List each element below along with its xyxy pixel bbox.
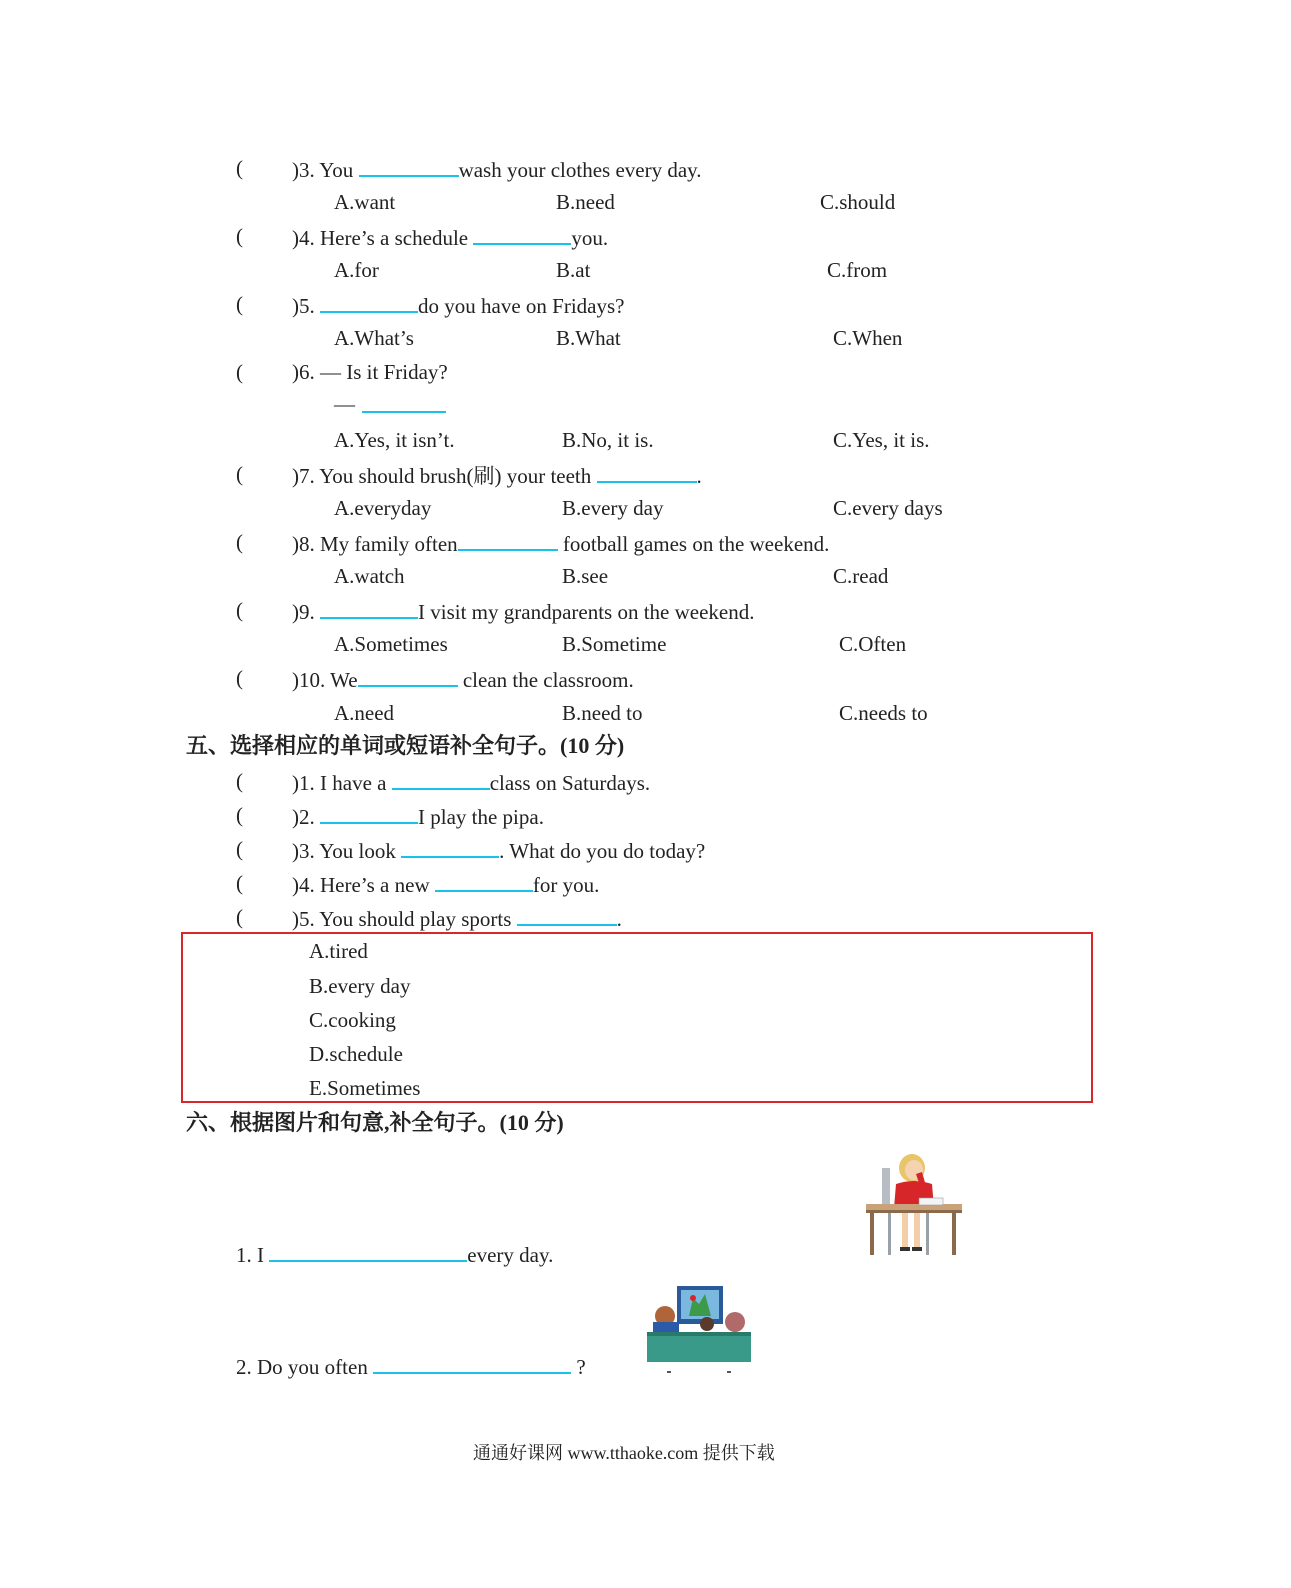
question-number: )8. (292, 532, 315, 556)
option-c: C.should (820, 190, 896, 214)
question-text-pre: 1. I (236, 1243, 264, 1267)
option-a: A.need (334, 701, 395, 725)
question-number: )2. (292, 805, 315, 829)
option-c: C.Yes, it is. (833, 428, 930, 452)
answer-paren: ( (236, 360, 243, 384)
answer-blank[interactable] (359, 155, 459, 177)
option-a: A.Sometimes (334, 632, 448, 656)
girl-studying-at-desk-image (864, 1150, 964, 1260)
answer-blank[interactable] (597, 461, 697, 483)
word-bank-item: E.Sometimes (309, 1076, 421, 1100)
answer-paren: ( (236, 803, 243, 827)
question-text-post: . (696, 464, 702, 488)
footer-text: 通通好课网 www.tthaoke.com 提供下载 (473, 1443, 775, 1463)
question-text-post: . (616, 907, 622, 931)
question-line (236, 1352, 586, 1380)
answer-paren: ( (236, 462, 243, 486)
question-number: )3. (292, 839, 315, 863)
question-line (292, 870, 599, 898)
question-line (292, 802, 544, 830)
question-line (292, 768, 650, 796)
answer-blank[interactable] (435, 870, 533, 892)
question-text-pre: My family often (320, 532, 458, 556)
question-text-post: football games on the weekend. (562, 532, 830, 556)
option-a: A.What’s (334, 326, 414, 350)
question-line (292, 529, 829, 557)
watching-tv-image (645, 1284, 755, 1382)
answer-blank[interactable] (320, 597, 418, 619)
question-number: )3. (292, 158, 315, 182)
answer-blank[interactable] (373, 1352, 571, 1374)
question-text-pre: Here’s a schedule (320, 226, 469, 250)
answer-blank[interactable] (358, 665, 458, 687)
option-b: B.need (556, 190, 615, 214)
question-text-pre: We (330, 668, 358, 692)
question-text-post: wash your clothes every day. (458, 158, 702, 182)
answer-paren: ( (236, 905, 243, 929)
section-title: 五、选择相应的单词或短语补全句子。(10 分) (186, 733, 625, 758)
question-text-post: . What do you do today? (499, 839, 706, 863)
question-text-post: do you have on Fridays? (418, 294, 625, 318)
answer-blank[interactable] (362, 391, 446, 413)
answer-blank[interactable] (401, 836, 499, 858)
question-line (292, 291, 624, 319)
answer-paren: ( (236, 224, 243, 248)
answer-blank[interactable] (320, 802, 418, 824)
question-line (292, 665, 634, 693)
question-number: )5. (292, 294, 315, 318)
dialogue-answer-blank-wrap (362, 391, 446, 419)
option-b: B.What (556, 326, 621, 350)
question-text-pre: I have a (320, 771, 387, 795)
question-line (292, 359, 448, 385)
question-number: )10. (292, 668, 326, 692)
option-a: A.for (334, 258, 379, 282)
answer-paren: ( (236, 769, 243, 793)
question-text-pre: You (319, 158, 354, 182)
dialogue-dash: — (334, 392, 355, 416)
option-a: A.watch (334, 564, 405, 588)
answer-blank[interactable] (517, 904, 617, 926)
question-line (292, 904, 622, 932)
option-a: A.want (334, 190, 396, 214)
question-line (292, 836, 705, 864)
question-line (236, 1240, 553, 1268)
question-text-post: every day. (467, 1243, 554, 1267)
answer-paren: ( (236, 530, 243, 554)
answer-blank[interactable] (458, 529, 558, 551)
question-text-post: class on Saturdays. (489, 771, 651, 795)
question-line (292, 597, 755, 625)
answer-paren: ( (236, 837, 243, 861)
answer-paren: ( (236, 666, 243, 690)
question-number: )7. (292, 464, 315, 488)
question-text-post: ? (576, 1355, 586, 1379)
option-b: B.need to (562, 701, 643, 725)
question-number: )4. (292, 873, 315, 897)
option-c: C.needs to (839, 701, 928, 725)
answer-blank[interactable] (320, 291, 418, 313)
question-text-post: for you. (532, 873, 600, 897)
question-text-post: clean the classroom. (462, 668, 634, 692)
question-text-pre: You look (319, 839, 396, 863)
option-b: B.No, it is. (562, 428, 654, 452)
question-text-post: I play the pipa. (418, 805, 544, 829)
section-title: 六、根据图片和句意,补全句子。(10 分) (186, 1110, 564, 1135)
answer-paren: ( (236, 871, 243, 895)
question-text-post: I visit my grandparents on the weekend. (418, 600, 755, 624)
option-c: C.Often (839, 632, 907, 656)
question-text-pre: Here’s a new (320, 873, 430, 897)
question-line (292, 223, 608, 251)
option-c: C.read (833, 564, 889, 588)
answer-paren: ( (236, 292, 243, 316)
answer-paren: ( (236, 156, 243, 180)
answer-paren: ( (236, 598, 243, 622)
question-number: )4. (292, 226, 315, 250)
dialogue-answer-line (334, 391, 355, 417)
question-text-post: you. (571, 226, 609, 250)
word-bank-item: D.schedule (309, 1042, 403, 1066)
answer-blank[interactable] (269, 1240, 467, 1262)
question-text-pre: You should brush(刷) your teeth (319, 464, 592, 488)
option-a: A.Yes, it isn’t. (334, 428, 455, 452)
question-text-pre: — Is it Friday? (320, 360, 448, 384)
question-number: )9. (292, 600, 315, 624)
option-b: B.at (556, 258, 591, 282)
question-line (292, 155, 702, 183)
option-a: A.everyday (334, 496, 432, 520)
option-c: C.every days (833, 496, 943, 520)
question-number: )1. (292, 771, 315, 795)
word-bank-item: A.tired (309, 939, 368, 963)
question-number: )6. (292, 360, 315, 384)
option-b: B.every day (562, 496, 664, 520)
answer-blank[interactable] (392, 768, 490, 790)
option-b: B.see (562, 564, 609, 588)
question-number: )5. (292, 907, 315, 931)
answer-blank[interactable] (473, 223, 571, 245)
question-text-pre: 2. Do you often (236, 1355, 368, 1379)
question-text-pre: You should play sports (319, 907, 512, 931)
question-line (292, 461, 702, 489)
word-bank-item: C.cooking (309, 1008, 396, 1032)
option-c: C.from (827, 258, 888, 282)
option-b: B.Sometime (562, 632, 667, 656)
option-c: C.When (833, 326, 903, 350)
word-bank-item: B.every day (309, 974, 411, 998)
